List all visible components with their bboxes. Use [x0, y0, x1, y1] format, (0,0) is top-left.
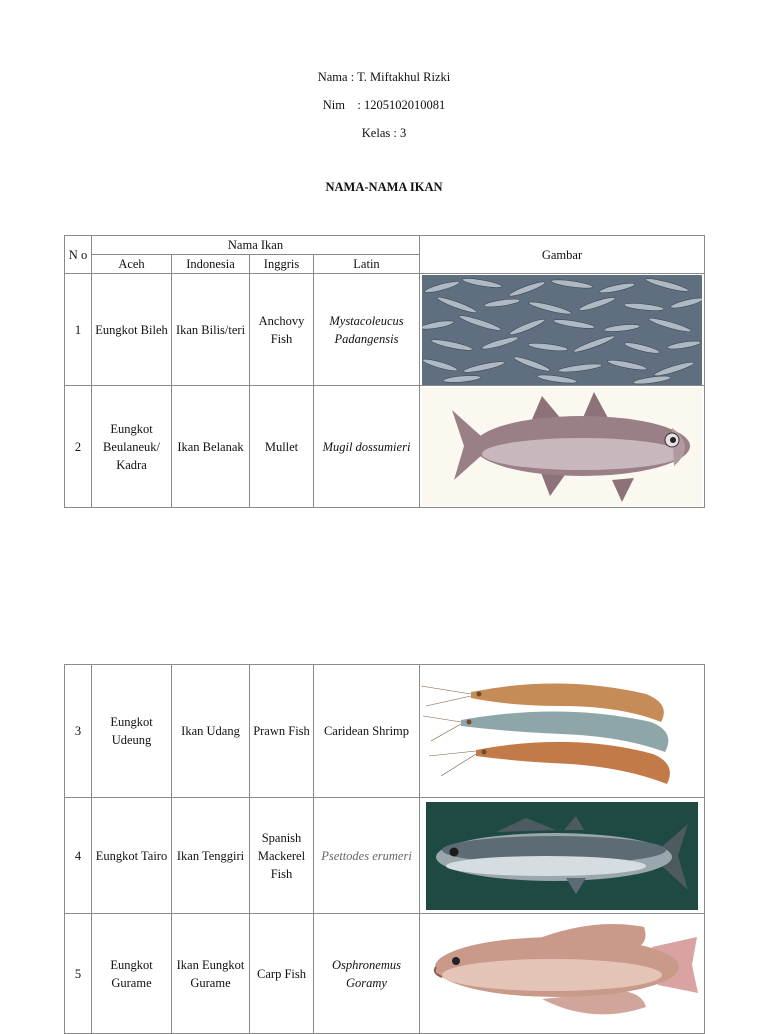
- cell-inggris: Anchovy Fish: [250, 274, 314, 386]
- cell-latin: Caridean Shrimp: [314, 665, 420, 798]
- mullet-illustration: [422, 388, 702, 506]
- cell-latin: Psettodes erumeri: [314, 798, 420, 914]
- student-nim: Nim : 1205102010081: [322, 98, 446, 112]
- cell-indonesia: Ikan Udang: [172, 665, 250, 798]
- fish-table-part-1: [64, 235, 705, 508]
- cell-inggris: Mullet: [250, 386, 314, 508]
- col-header-nama-ikan: Nama Ikan: [92, 236, 420, 255]
- cell-inggris: Carp Fish: [250, 914, 314, 1034]
- cell-gambar: [420, 386, 705, 508]
- table-row: [65, 798, 705, 914]
- cell-no: 1: [65, 274, 92, 386]
- student-name: Nama : T. Miftakhul Rizki: [317, 70, 451, 84]
- cell-inggris: Prawn Fish: [250, 665, 314, 798]
- mackerel-photo: [426, 802, 698, 910]
- cell-indonesia: Ikan Eungkot Gurame: [172, 914, 250, 1034]
- prawns-photo: [421, 666, 703, 796]
- table-row: [65, 274, 705, 386]
- col-header-gambar: Gambar: [420, 236, 705, 274]
- col-header-aceh: Aceh: [92, 255, 172, 274]
- cell-gambar: [420, 274, 705, 386]
- cell-indonesia: Ikan Tenggiri: [172, 798, 250, 914]
- cell-aceh: Eungkot Beulaneuk/ Kadra: [92, 386, 172, 508]
- col-header-no: N o: [65, 236, 92, 274]
- cell-indonesia: Ikan Belanak: [172, 386, 250, 508]
- page-title: NAMA-NAMA IKAN: [325, 180, 443, 194]
- cell-aceh: Eungkot Tairo: [92, 798, 172, 914]
- cell-gambar: [420, 665, 705, 798]
- col-header-inggris: Inggris: [250, 255, 314, 274]
- cell-latin: Mugil dossumieri: [314, 386, 420, 508]
- cell-no: 5: [65, 914, 92, 1034]
- cell-gambar: [420, 914, 705, 1034]
- cell-latin: Osphronemus Goramy: [314, 914, 420, 1034]
- col-header-latin: Latin: [314, 255, 420, 274]
- student-class: Kelas : 3: [361, 126, 407, 140]
- fish-table-part-2: [64, 664, 705, 1034]
- cell-aceh: Eungkot Udeung: [92, 665, 172, 798]
- cell-no: 3: [65, 665, 92, 798]
- cell-no: 2: [65, 386, 92, 508]
- table-row: [65, 386, 705, 508]
- table-row: [65, 914, 705, 1034]
- table-row: [65, 665, 705, 798]
- cell-no: 4: [65, 798, 92, 914]
- cell-latin: Mystacoleucus Padangensis: [314, 274, 420, 386]
- cell-inggris: Spanish Mackerel Fish: [250, 798, 314, 914]
- cell-aceh: Eungkot Gurame: [92, 914, 172, 1034]
- cell-gambar: [420, 798, 705, 914]
- col-header-indonesia: Indonesia: [172, 255, 250, 274]
- anchovy-school-photo: [422, 275, 702, 385]
- gourami-photo: [422, 915, 702, 1033]
- cell-aceh: Eungkot Bileh: [92, 274, 172, 386]
- cell-indonesia: Ikan Bilis/teri: [172, 274, 250, 386]
